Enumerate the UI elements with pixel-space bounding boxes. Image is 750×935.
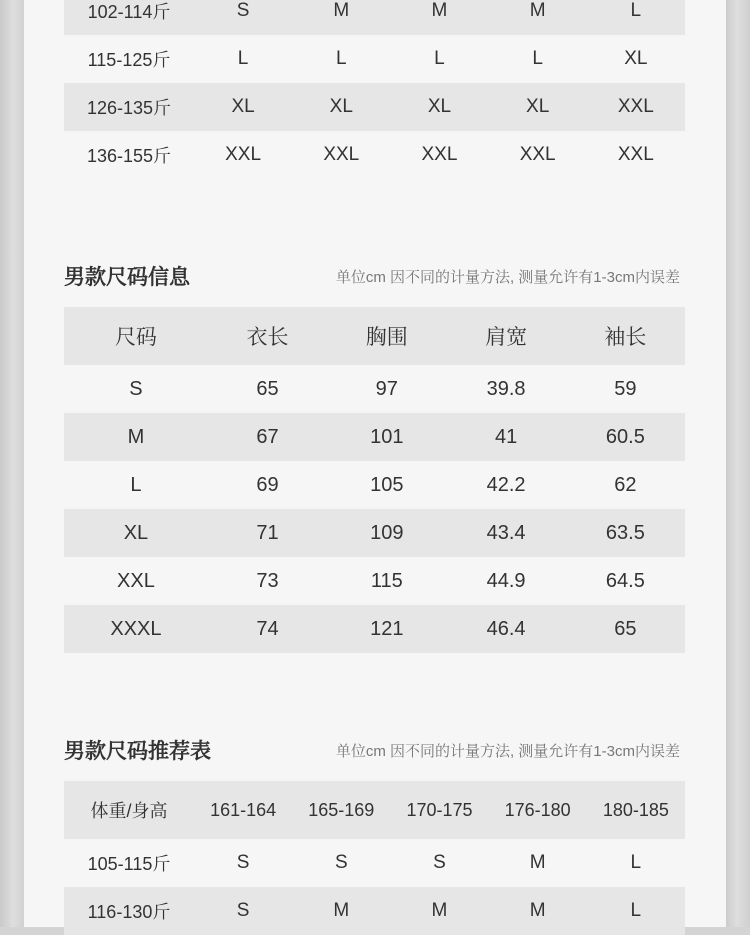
size-cell: XXL <box>421 144 458 165</box>
size-cell: M <box>127 425 145 448</box>
size-cell: XL <box>231 96 255 117</box>
header-cell: 体重/身高 <box>90 801 168 821</box>
size-cell: XXXL <box>110 617 162 640</box>
size-cell: L <box>630 0 642 21</box>
header-cell: 尺码 <box>114 326 157 349</box>
sleeve-cell: 62 <box>614 473 637 496</box>
chest-cell: 97 <box>375 377 398 400</box>
length-cell: 71 <box>256 521 279 544</box>
size-cell: S <box>334 852 348 873</box>
size-cell: L <box>335 48 347 69</box>
size-cell: L <box>130 473 142 496</box>
table-header-row <box>64 307 685 365</box>
size-cell: XXL <box>225 144 262 165</box>
length-cell: 67 <box>256 425 279 448</box>
size-cell: XXL <box>617 144 654 165</box>
size-cell: M <box>529 0 546 21</box>
background-left-edge <box>0 0 26 927</box>
shoulder-cell: 43.4 <box>486 521 526 544</box>
size-cell: XL <box>329 96 353 117</box>
size-cell: XL <box>427 96 452 117</box>
size-cell: XL <box>624 48 648 69</box>
chest-cell: 105 <box>370 473 404 496</box>
header-cell: 176-180 <box>504 799 571 820</box>
size-cell: XL <box>526 96 550 117</box>
size-cell: S <box>236 0 250 21</box>
table-row <box>64 35 685 83</box>
shoulder-cell: 41 <box>494 425 518 448</box>
table-row <box>64 557 685 605</box>
size-cell: L <box>630 852 642 873</box>
recommendation-table <box>64 781 685 935</box>
size-cell: M <box>529 900 546 921</box>
header-cell: 165-169 <box>308 799 375 820</box>
length-cell: 65 <box>256 377 279 400</box>
shoulder-cell: 46.4 <box>486 617 526 640</box>
weight-cell: 115-125斤 <box>87 50 171 70</box>
sleeve-cell: 59 <box>614 377 637 400</box>
size-cell: L <box>237 48 249 69</box>
length-cell: 74 <box>256 617 279 640</box>
background-right-edge <box>724 0 750 927</box>
header-cell: 衣长 <box>246 326 289 349</box>
size-cell: L <box>630 900 642 921</box>
section-title-recommendation: 男款尺码推荐表 <box>64 740 211 763</box>
weight-cell: 136-155斤 <box>86 146 172 166</box>
weight-cell: 102-114斤 <box>87 2 171 22</box>
table-row <box>64 83 685 131</box>
size-cell: L <box>532 48 543 69</box>
table-row <box>64 0 685 35</box>
size-cell: XXL <box>617 96 654 117</box>
size-cell: M <box>431 900 448 921</box>
table-row <box>64 365 685 413</box>
table-header-row <box>64 781 685 839</box>
size-cell: S <box>236 852 250 873</box>
measurement-note: 单位cm 因不同的计量方法, 测量允许有1-3cm内误差 <box>335 269 680 286</box>
header-cell: 180-185 <box>602 799 669 820</box>
table-row <box>64 839 685 887</box>
size-cell: S <box>236 900 250 921</box>
sleeve-cell: 65 <box>614 617 637 640</box>
weight-cell: 126-135斤 <box>86 98 172 118</box>
size-info-table <box>64 307 685 653</box>
sleeve-cell: 63.5 <box>605 521 645 544</box>
size-cell: XL <box>123 521 149 544</box>
shoulder-cell: 44.9 <box>486 569 526 592</box>
table-row <box>64 605 685 653</box>
header-cell: 袖长 <box>604 326 647 349</box>
size-cell: M <box>431 0 448 21</box>
size-cell: XXL <box>117 569 155 592</box>
size-cell: M <box>333 0 350 21</box>
table-row <box>64 509 685 557</box>
sleeve-cell: 60.5 <box>605 425 645 448</box>
header-cell: 胸围 <box>365 326 408 349</box>
chest-cell: 101 <box>370 425 404 448</box>
weight-cell: 116-130斤 <box>87 902 171 922</box>
section-title-size-info: 男款尺码信息 <box>64 266 190 289</box>
shoulder-cell: 39.8 <box>486 377 526 400</box>
weight-cell: 105-115斤 <box>87 854 171 874</box>
header-cell: 170-175 <box>406 799 473 820</box>
size-cell: XXL <box>323 144 360 165</box>
table-row <box>64 887 685 935</box>
size-cell: XXL <box>519 144 556 165</box>
chest-cell: 121 <box>370 617 404 640</box>
size-cell: L <box>434 48 445 69</box>
sleeve-cell: 64.5 <box>605 569 645 592</box>
length-cell: 73 <box>256 569 279 592</box>
table-row <box>64 413 685 461</box>
length-cell: 69 <box>256 473 279 496</box>
size-cell: M <box>529 852 546 873</box>
table-row <box>64 131 685 179</box>
chest-cell: 109 <box>370 521 404 544</box>
header-cell: 肩宽 <box>485 326 528 349</box>
measurement-note: 单位cm 因不同的计量方法, 测量允许有1-3cm内误差 <box>335 743 680 760</box>
chest-cell: 115 <box>370 569 403 592</box>
size-cell: S <box>433 852 446 873</box>
size-cell: S <box>129 377 143 400</box>
shoulder-cell: 42.2 <box>486 473 526 496</box>
recommendation-table-top <box>64 0 685 179</box>
table-row <box>64 461 685 509</box>
header-cell: 161-164 <box>210 799 277 820</box>
size-cell: M <box>333 900 350 921</box>
